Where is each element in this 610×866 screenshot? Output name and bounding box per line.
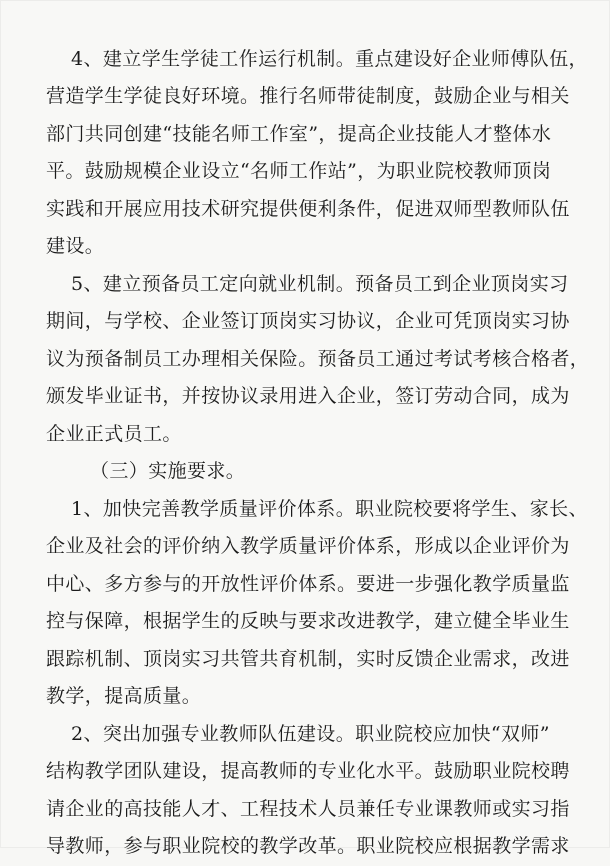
text-line: 导教师，参与职业院校的教学改革。职业院校应根据教学需求	[46, 835, 570, 857]
text-line: 控与保障，根据学生的反映与要求改进教学，建立健全毕业生	[46, 610, 570, 632]
text-line: 部门共同创建“技能名师工作室”，提高企业技能人才整体水	[46, 123, 552, 145]
text-line: 企业正式员工。	[46, 423, 182, 445]
text-line: 中心、多方参与的开放性评价体系。要进一步强化教学质量监	[46, 573, 570, 595]
section-heading: （三）实施要求。	[90, 460, 246, 482]
text-line: 教学，提高质量。	[46, 685, 202, 707]
text-line: 期间，与学校、企业签订顶岗实习协议，企业可凭顶岗实习协	[46, 310, 570, 332]
text-line: 议为预备制员工办理相关保险。预备员工通过考试考核合格者，	[46, 348, 590, 370]
text-line: 平。鼓励规模企业设立“名师工作站”，为职业院校教师顶岗	[46, 160, 552, 182]
text-line: 请企业的高技能人才、工程技术人员兼任专业课教师或实习指	[46, 798, 570, 820]
text-line: 实践和开展应用技术研究提供便利条件，促进双师型教师队伍	[46, 198, 570, 220]
text-line: 跟踪机制、顶岗实习共管共育机制，实时反馈企业需求，改进	[46, 648, 570, 670]
text-line: 结构教学团队建设，提高教师的专业化水平。鼓励职业院校聘	[46, 760, 570, 782]
text-line: 企业及社会的评价纳入教学质量评价体系，形成以企业评价为	[46, 535, 570, 557]
text-line: 1、加快完善教学质量评价体系。职业院校要将学生、家长、	[71, 498, 588, 520]
text-line: 营造学生学徒良好环境。推行名师带徒制度，鼓励企业与相关	[46, 85, 570, 107]
text-line: 5、建立预备员工定向就业机制。预备员工到企业顶岗实习	[71, 273, 569, 295]
text-line: 4、建立学生学徒工作运行机制。重点建设好企业师傅队伍，	[71, 48, 588, 70]
text-line: 颁发毕业证书，并按协议录用进入企业，签订劳动合同，成为	[46, 385, 570, 407]
text-line: 建设。	[46, 235, 105, 257]
text-line: 2、突出加强专业教师队伍建设。职业院校应加快“双师”	[71, 723, 550, 745]
